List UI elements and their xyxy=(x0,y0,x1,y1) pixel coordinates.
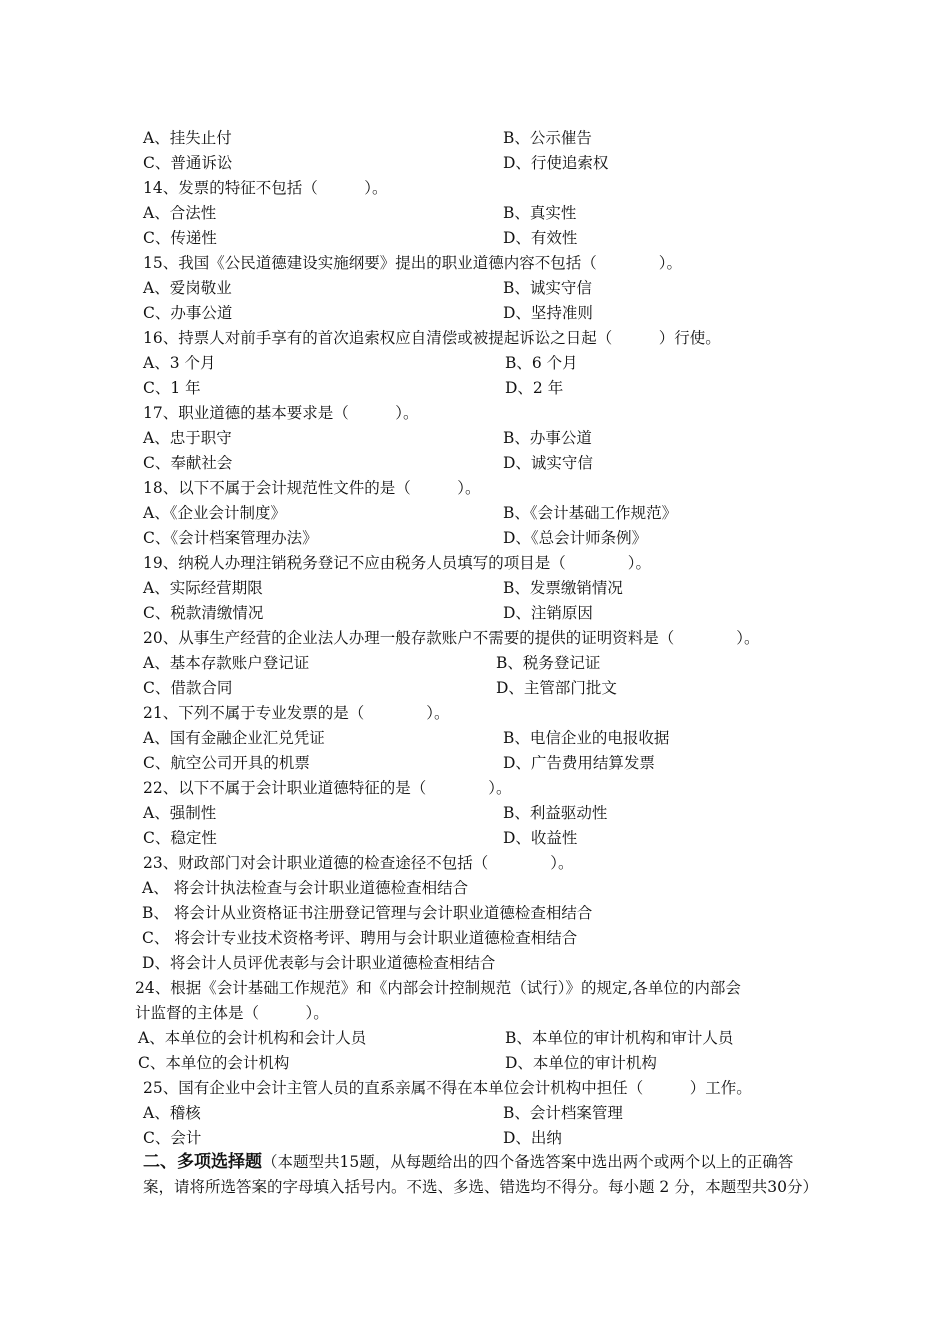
option-right: D、《总会计师条例》 xyxy=(503,529,648,547)
option-left: C、会计 xyxy=(143,1129,202,1147)
question-text: 20、从事生产经营的企业法人办理一般存款账户不需要的提供的证明资料是（ ）。 xyxy=(143,629,760,647)
option-text: C、 将会计专业技术资格考评、聘用与会计职业道德检查相结合 xyxy=(142,929,578,947)
option-right: D、诚实守信 xyxy=(503,454,593,472)
option-right: B、真实性 xyxy=(503,204,577,222)
option-right: D、坚持准则 xyxy=(503,304,593,322)
question-text: 22、以下不属于会计职业道德特征的是（ ）。 xyxy=(143,779,512,797)
option-right: B、办事公道 xyxy=(503,429,592,447)
option-right: D、行使追索权 xyxy=(503,154,609,172)
option-left: A、基本存款账户登记证 xyxy=(143,654,310,672)
option-right: B、6 个月 xyxy=(505,354,578,372)
option-right: B、税务登记证 xyxy=(496,654,601,672)
option-left: C、稳定性 xyxy=(143,829,217,847)
option-right: B、公示催告 xyxy=(503,129,592,147)
question-text: 25、国有企业中会计主管人员的直系亲属不得在本单位会计机构中担任（ ）工作。 xyxy=(143,1079,752,1097)
section-title: 二、多项选择题 xyxy=(143,1152,262,1172)
option-left: C、传递性 xyxy=(143,229,217,247)
option-left: A、实际经营期限 xyxy=(143,579,263,597)
section-description: （本题型共15题，从每题给出的四个备选答案中选出两个或两个以上的正确答案，请将所选答案的字母填入括号内。不选、多选、错选均不得分。每小题 2 分，本题型共30分） xyxy=(143,1153,818,1196)
option-left: A、挂失止付 xyxy=(143,129,232,147)
option-left: A、国有金融企业汇兑凭证 xyxy=(143,729,325,747)
option-left: C、《会计档案管理办法》 xyxy=(143,529,318,547)
option-left: C、1 年 xyxy=(143,379,201,397)
option-left: A、忠于职守 xyxy=(143,429,232,447)
option-right: B、会计档案管理 xyxy=(503,1104,623,1122)
option-left: A、稽核 xyxy=(143,1104,201,1122)
question-text: 21、下列不属于专业发票的是（ ）。 xyxy=(143,704,450,722)
option-left: C、税款清缴情况 xyxy=(143,604,264,622)
option-right: D、收益性 xyxy=(503,829,578,847)
option-left: C、航空公司开具的机票 xyxy=(143,754,310,772)
question-text: 15、我国《公民道德建设实施纲要》提出的职业道德内容不包括（ ）。 xyxy=(143,254,682,272)
question-text: 14、发票的特征不包括（ ）。 xyxy=(143,179,388,197)
option-right: D、主管部门批文 xyxy=(496,679,617,697)
option-right: B、本单位的审计机构和审计人员 xyxy=(505,1029,734,1047)
question-text: 23、财政部门对会计职业道德的检查途径不包括（ ）。 xyxy=(143,854,574,872)
option-right: D、2 年 xyxy=(505,379,564,397)
option-left: C、办事公道 xyxy=(143,304,233,322)
question-text: 16、持票人对前手享有的首次追索权应自清偿或被提起诉讼之日起（ ）行使。 xyxy=(143,329,721,347)
option-left: A、强制性 xyxy=(143,804,217,822)
section-heading xyxy=(143,1150,823,1200)
option-right: B、发票缴销情况 xyxy=(503,579,623,597)
option-left: A、本单位的会计机构和会计人员 xyxy=(138,1029,367,1047)
option-left: A、3 个月 xyxy=(143,354,216,372)
option-right: D、有效性 xyxy=(503,229,578,247)
option-text: A、 将会计执法检查与会计职业道德检查相结合 xyxy=(142,879,469,897)
option-text: D、将会计人员评优表彰与会计职业道德检查相结合 xyxy=(142,954,496,972)
question-text: 17、职业道德的基本要求是（ ）。 xyxy=(143,404,419,422)
option-left: C、本单位的会计机构 xyxy=(138,1054,290,1072)
option-right: B、电信企业的电报收据 xyxy=(503,729,670,747)
option-right: D、注销原因 xyxy=(503,604,593,622)
option-text: 计监督的主体是（ ）。 xyxy=(135,1004,329,1022)
option-left: A、爱岗敬业 xyxy=(143,279,232,297)
question-text: 24、根据《会计基础工作规范》和《内部会计控制规范（试行）》的规定,各单位的内部会 xyxy=(135,979,741,997)
option-right: B、《会计基础工作规范》 xyxy=(503,504,678,522)
option-left: C、借款合同 xyxy=(143,679,233,697)
option-left: C、普通诉讼 xyxy=(143,154,233,172)
option-right: D、本单位的审计机构 xyxy=(505,1054,657,1072)
option-left: A、合法性 xyxy=(143,204,217,222)
option-right: D、出纳 xyxy=(503,1129,562,1147)
option-text: B、 将会计从业资格证书注册登记管理与会计职业道德检查相结合 xyxy=(142,904,593,922)
question-text: 19、纳税人办理注销税务登记不应由税务人员填写的项目是（ ）。 xyxy=(143,554,651,572)
option-right: B、利益驱动性 xyxy=(503,804,608,822)
option-right: B、诚实守信 xyxy=(503,279,592,297)
option-right: D、广告费用结算发票 xyxy=(503,754,655,772)
option-left: C、奉献社会 xyxy=(143,454,233,472)
question-text: 18、以下不属于会计规范性文件的是（ ）。 xyxy=(143,479,481,497)
option-left: A、《企业会计制度》 xyxy=(143,504,286,522)
